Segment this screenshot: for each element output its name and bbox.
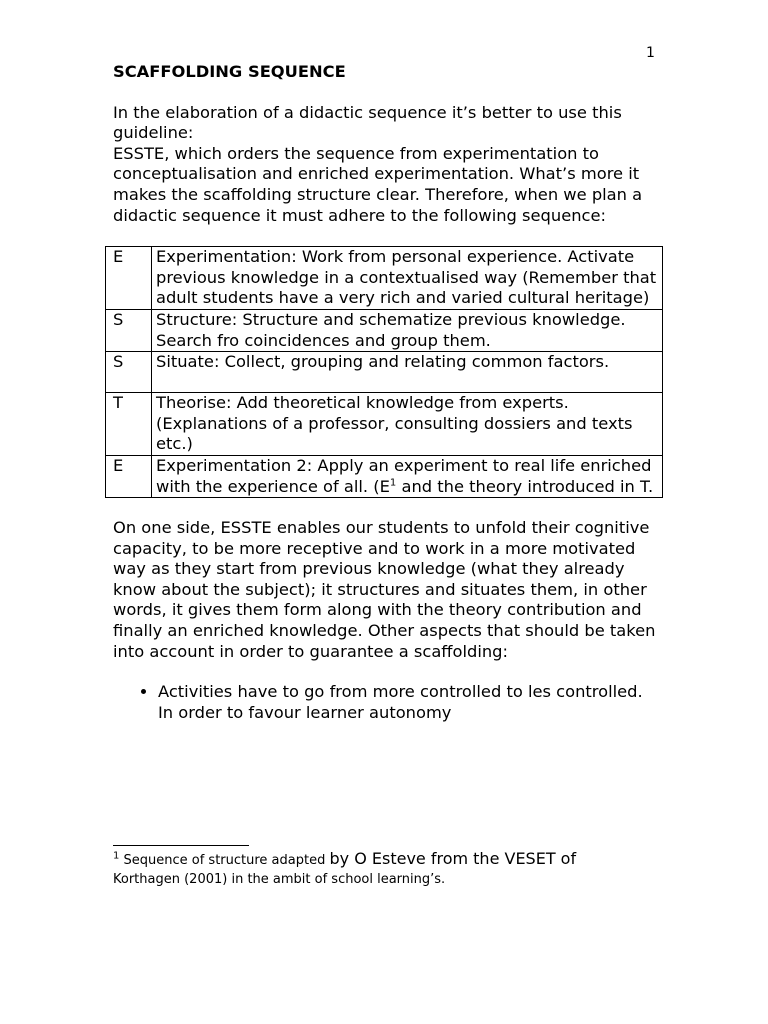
table-row: [106, 247, 663, 310]
bullet-line-1: Activities have to go from more controlled to les controlled.: [158, 682, 643, 702]
after-table-paragraph: On one side, ESSTE enables our students to unfold their cognitive capacity, to be more receptive and to work in a more motivated way as they start from previous knowledge (what they already know about the subject); it structures and situates them, in other words, it gives them form along with the theory contribution and finally an enriched knowledge. Other aspects that should be taken into account in order to guarantee a scaffolding:: [113, 518, 656, 661]
footnote: [113, 849, 673, 889]
table-row: [106, 309, 663, 351]
row-description: [152, 455, 663, 497]
row-text-after: and the theory introduced in T.: [396, 476, 654, 496]
footnote-mark: 1: [113, 850, 120, 862]
row-description: Structure: Structure and schematize previous knowledge. Search fro coincidences and group them.: [152, 309, 663, 351]
footnote-text-small: Sequence of structure adapted: [119, 853, 330, 868]
row-letter: E: [106, 455, 152, 497]
intro-paragraph-1: In the elaboration of a didactic sequence it’s better to use this guideline:: [113, 102, 622, 143]
esste-table: [105, 246, 663, 498]
table-row: [106, 393, 663, 456]
document-body: [113, 62, 663, 723]
footnote-text-line-2: Korthagen (2001) in the ambit of school learning’s.: [113, 872, 446, 887]
row-letter: S: [106, 309, 152, 351]
list-item: [158, 682, 663, 723]
intro-section: [113, 103, 663, 227]
row-letter: T: [106, 393, 152, 456]
footnote-text-large: by O Esteve from the VESET of: [329, 849, 577, 868]
footnote-reference[interactable]: 1: [389, 477, 397, 489]
row-description: Experimentation: Work from personal experience. Activate previous knowledge in a contextualised way (Remember that adult students have a very rich and varied cultural heritage): [152, 247, 663, 310]
table-row: [106, 352, 663, 393]
row-letter: S: [106, 352, 152, 393]
row-description: Theorise: Add theoretical knowledge from experts. (Explanations of a professor, consulting dossiers and texts etc.): [152, 393, 663, 456]
row-description: Situate: Collect, grouping and relating common factors.: [152, 352, 663, 393]
document-title: SCAFFOLDING SEQUENCE: [113, 62, 346, 81]
row-text-before: Experimentation 2: Apply an experiment to real life enriched with the experience of all. (E: [156, 455, 652, 496]
page-number: 1: [646, 45, 655, 61]
intro-paragraph-2: ESSTE, which orders the sequence from experimentation to conceptualisation and enriched experimentation. What’s more it makes the scaffolding structure clear. Therefore, when we plan a didactic sequence it must adhere to the following sequence:: [113, 143, 643, 225]
table-row: [106, 455, 663, 497]
bullet-list: [113, 682, 663, 723]
footnote-separator: [113, 845, 249, 846]
row-letter: E: [106, 247, 152, 310]
bullet-line-2: In order to favour learner autonomy: [158, 702, 452, 722]
